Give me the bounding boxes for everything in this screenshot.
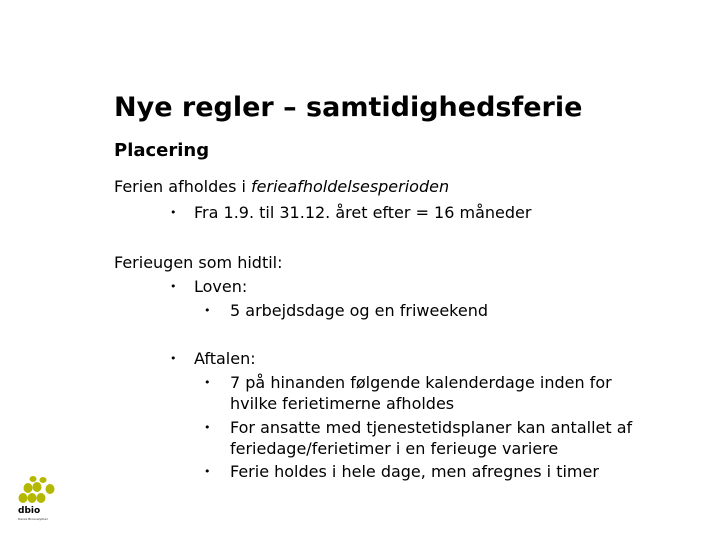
- period-bullet-text: Fra 1.9. til 31.12. året efter = 16 måneder: [194, 203, 532, 222]
- bullet-loven: •: [170, 280, 177, 293]
- paw-icon: [16, 476, 56, 506]
- loven-item: 5 arbejdsdage og en friweekend: [230, 301, 488, 320]
- logo-text: dbio: [18, 506, 41, 516]
- aftalen-item1-line1: 7 på hinanden følgende kalenderdage inden for: [230, 373, 612, 392]
- bullet-loven-item: •: [204, 304, 211, 317]
- aftalen-item1-line2: hvilke ferietimerne afholdes: [230, 394, 455, 413]
- bullet-aftalen-item1: •: [204, 376, 211, 389]
- intro-line: [114, 176, 449, 198]
- aftalen-item3: Ferie holdes i hele dage, men afregnes i timer: [230, 462, 599, 481]
- aftalen-label: Aftalen:: [194, 349, 256, 368]
- aftalen-item2-line2: feriedage/ferietimer i en ferieuge variere: [230, 439, 559, 458]
- logo-tagline: Dansk Bioanalytiker: [18, 517, 48, 521]
- slide-subtitle: Placering: [114, 140, 210, 161]
- ferieugen-heading: Ferieugen som hidtil:: [114, 253, 283, 272]
- bullet-aftalen-item3: •: [204, 465, 211, 478]
- bullet-aftalen: •: [170, 352, 177, 365]
- intro-italic: ferieafholdelsesperioden: [251, 177, 450, 196]
- slide-title: Nye regler – samtidighedsferie: [114, 92, 583, 123]
- intro-prefix: Ferien afholdes i: [114, 177, 252, 196]
- aftalen-item2-line1: For ansatte med tjenestetidsplaner kan antallet af: [230, 418, 633, 437]
- bullet-aftalen-item2: •: [204, 421, 211, 434]
- loven-label: Loven:: [194, 277, 248, 296]
- bullet-period: •: [170, 206, 177, 219]
- logo: [16, 476, 60, 522]
